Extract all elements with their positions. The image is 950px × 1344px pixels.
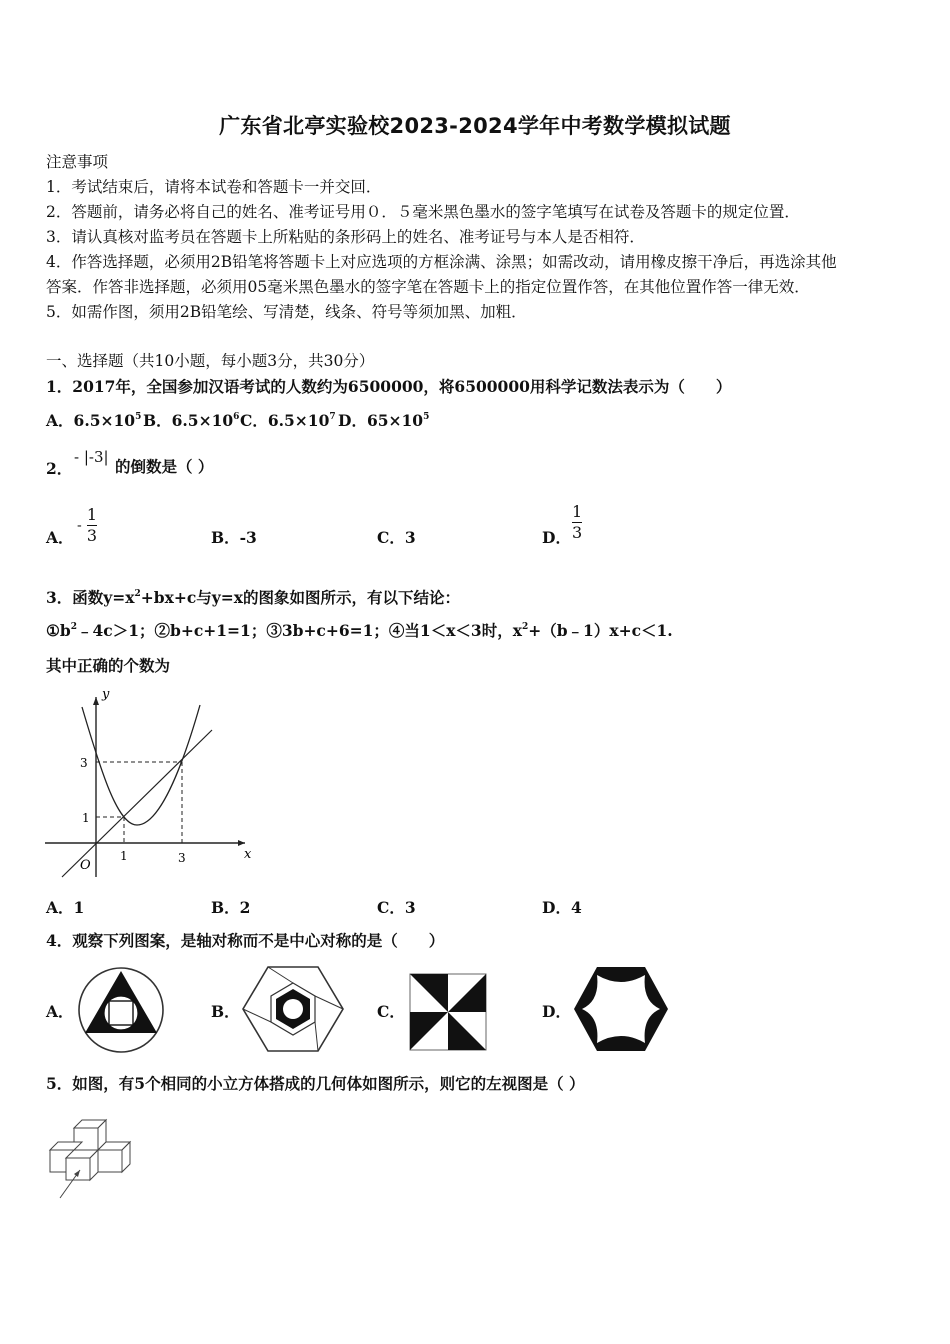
q2-option-b[interactable] xyxy=(211,528,257,548)
option-label: C． xyxy=(377,528,405,547)
origin-label: O xyxy=(80,858,91,873)
hole-circle xyxy=(283,999,303,1019)
option-value: -3 xyxy=(239,528,257,547)
q2-option-a-label[interactable]: A． xyxy=(46,528,74,547)
q3-option-b[interactable] xyxy=(211,898,250,918)
exponent: 2 xyxy=(521,622,529,632)
inner-square xyxy=(109,1001,133,1025)
conclusion-text: +（b﹣1）x+c＜1. xyxy=(528,621,673,640)
tick-y3: 3 xyxy=(80,756,88,770)
notice-item: 4．作答选择题，必须用2B铅笔将答题卡上对应选项的方框涂满、涂黑；如需改动，请用橡皮擦干净后，再选涂其他 xyxy=(46,253,837,271)
cube-face xyxy=(98,1150,122,1172)
minus-sign: - xyxy=(74,448,80,466)
option-label: A． xyxy=(46,898,74,917)
q4-option-c-label[interactable]: C． xyxy=(377,1002,405,1021)
question-3-stem xyxy=(46,588,460,608)
q4-option-d-figure[interactable] xyxy=(572,963,670,1055)
notice-item: 5．如需作图，须用2B铅笔绘、写清楚，线条、符号等须加黑、加粗． xyxy=(46,303,527,321)
fraction-denominator: 3 xyxy=(572,523,583,542)
exponent: 2 xyxy=(70,622,77,632)
minus-sign: - xyxy=(77,517,82,534)
q3-option-a[interactable] xyxy=(46,898,84,918)
option-label: D． xyxy=(542,898,571,917)
q4-option-b-figure[interactable] xyxy=(241,963,345,1055)
question-2-stem: 的倒数是（ ） xyxy=(115,457,214,476)
option-value: 2 xyxy=(239,898,251,917)
question-3-question: 其中正确的个数为 xyxy=(46,656,171,675)
option-exponent: 6 xyxy=(233,412,240,422)
option-label: D． xyxy=(338,411,367,430)
fraction-numerator: 1 xyxy=(86,505,98,524)
option-exponent: 5 xyxy=(423,412,430,422)
tick-x3: 3 xyxy=(178,851,186,865)
option-value: 1 xyxy=(73,898,85,917)
page-title: 广东省北亭实验校2023-2024学年中考数学模拟试题 xyxy=(219,114,731,138)
conclusion-text: ﹣4c＞1；②b+c+1=1；③3b+c+6=1；④当1＜x＜3时，x xyxy=(77,621,522,640)
question-2-number: 2． xyxy=(46,459,73,478)
option-value: 6.5×10 xyxy=(73,411,136,430)
tick-x1: 1 xyxy=(120,849,128,863)
fraction-numerator: 1 xyxy=(572,502,583,521)
option-exponent: 7 xyxy=(329,412,336,422)
notice-item: 2．答题前，请务必将自己的姓名、准考证号用０．５毫米黑色墨水的签字笔填写在试卷及答题卡的规定位置． xyxy=(46,203,800,221)
tick-y1: 1 xyxy=(82,811,90,825)
q5-cube-figure xyxy=(44,1110,136,1204)
q2-option-d-label[interactable]: D． xyxy=(542,528,571,547)
option-value: 6.5×10 xyxy=(267,411,330,430)
section-heading: 一、选择题（共10小题，每小题3分，共30分） xyxy=(46,352,375,370)
question-3-conclusions xyxy=(46,621,673,641)
notice-item: 3．请认真核对监考员在答题卡上所粘贴的条形码上的姓名、准考证号与本人是否相符． xyxy=(46,228,645,246)
q4-option-b-label[interactable]: B． xyxy=(211,1002,240,1021)
question-4-stem: 4．观察下列图案，是轴对称而不是中心对称的是（ ） xyxy=(46,931,445,950)
q1-option-a[interactable] xyxy=(46,411,141,431)
line-y-equals-x xyxy=(62,730,212,877)
option-exponent: 5 xyxy=(135,412,142,422)
exponent: 2 xyxy=(134,589,141,599)
option-value: 65×10 xyxy=(366,411,424,430)
option-value: 4 xyxy=(570,898,582,917)
q1-option-c[interactable] xyxy=(240,411,336,431)
y-axis-label: y xyxy=(102,687,110,702)
x-axis-label: x xyxy=(244,847,252,862)
y-axis-arrow-icon xyxy=(93,697,99,705)
option-label: C． xyxy=(377,898,405,917)
question-5-stem: 5．如图，有5个相同的小立方体搭成的几何体如图所示，则它的左视图是（ ） xyxy=(46,1074,585,1093)
q2-option-d-value xyxy=(572,503,582,542)
q2-option-a-value xyxy=(77,506,97,545)
q4-option-d-label[interactable]: D． xyxy=(542,1002,571,1021)
question-1-stem: 1．2017年，全国参加汉语考试的人数约为6500000，将6500000用科学记数法表示为（ ） xyxy=(46,377,732,396)
q1-option-d[interactable] xyxy=(338,411,429,431)
notice-item: 1．考试结束后，请将本试卷和答题卡一并交回． xyxy=(46,178,382,196)
option-label: C． xyxy=(240,411,268,430)
q1-option-b[interactable] xyxy=(143,411,239,431)
option-label: B． xyxy=(211,528,240,547)
option-value: 3 xyxy=(404,528,416,547)
option-label: B． xyxy=(143,411,172,430)
option-label: B． xyxy=(211,898,240,917)
notice-heading: 注意事项 xyxy=(46,153,109,171)
q2-expression xyxy=(74,448,109,466)
abs-value: |-3| xyxy=(83,448,109,466)
q4-option-a-label[interactable]: A． xyxy=(46,1002,74,1021)
notice-item: 答案．作答非选择题，必须用05毫米黑色墨水的签字笔在答题卡上的指定位置作答，在其他位置作答一律无效． xyxy=(46,278,810,296)
q3-function-graph xyxy=(40,685,260,885)
fraction-denominator: 3 xyxy=(86,526,98,545)
option-label: A． xyxy=(46,411,74,430)
q2-option-c[interactable] xyxy=(377,528,416,548)
q3-option-c[interactable] xyxy=(377,898,416,918)
q4-option-c-figure[interactable] xyxy=(408,972,488,1052)
q3-option-d[interactable] xyxy=(542,898,582,918)
q4-option-a-figure[interactable] xyxy=(74,963,168,1055)
conclusion-text: ①b xyxy=(46,621,71,640)
option-value: 3 xyxy=(404,898,416,917)
x-axis-arrow-icon xyxy=(238,840,245,846)
option-value: 6.5×10 xyxy=(171,411,234,430)
stem-text: 3．函数y=x xyxy=(46,588,135,607)
stem-text: +bx+c与y=x的图象如图所示，有以下结论： xyxy=(140,588,461,607)
